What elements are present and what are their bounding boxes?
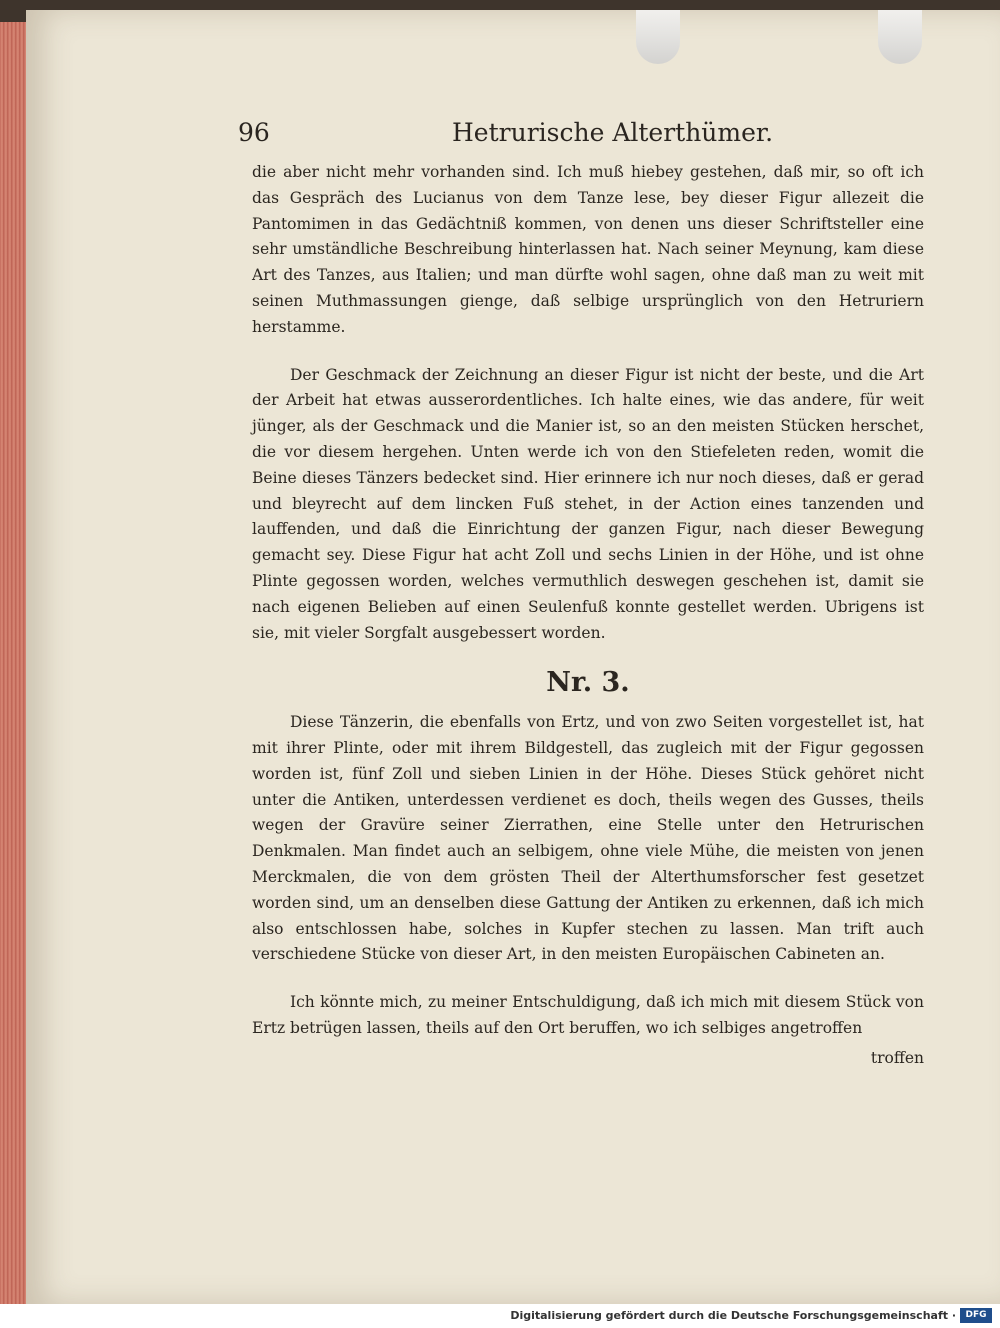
paragraph-2: Der Geschmack der Zeichnung an dieser Figur ist nicht der beste, und die Art der Arbeit hat etwas ausserordentliches. Ich halte eines, wie das andere, für weit jünger, als der Geschmack und die Manier ist, so an den meisten Stücken herschet, die vor diesem hergehen. Unten werde ich von den Stiefeleten reden, womit die Beine dieses Tänzers bedecket sind. Hier erinnere ich nur noch dieses, daß er gerad und bleyrecht auf dem lincken Fuß stehet, in der Action eines tanzenden und lauffenden, und daß die Einrichtung der ganzen Figur, nach dieser Bewegung gemacht sey. Diese Figur hat acht Zoll und sechs Linien in der Höhe, und ist ohne Plinte gegossen worden, welches vermuthlich deswegen geschehen ist, damit sie nach eigenen Belieben auf einen Seulenfuß konnte gestellet werden. Ubrigens ist sie, mit vieler Sorgfalt ausgebessert worden. (252, 365, 924, 642)
section-heading: Nr. 3. (546, 667, 630, 699)
running-title: Hetrurische Alterthümer. (452, 118, 774, 147)
page-clip-right (878, 10, 922, 64)
paragraph-4: Ich könnte mich, zu meiner Entschuldigung, daß ich mich mit diesem Stück von Ertz betrügen lassen, theils auf den Ort beruffen, wo ich selbiges angetroffen (252, 993, 924, 1037)
dfg-logo-icon: DFG (960, 1308, 992, 1323)
footer-bar (0, 1304, 1000, 1328)
footer-credit: Digitalisierung gefördert durch die Deutsche Forschungsgemeinschaft · (510, 1309, 956, 1322)
page-body (252, 160, 924, 1072)
paragraph-3: Diese Tänzerin, die ebenfalls von Ertz, und von zwo Seiten vorgestellet ist, hat mit ihrer Plinte, oder mit ihrem Bildgestell, das zugleich mit der Figur gegossen worden ist, fünf Zoll und sieben Linien in der Höhe. Dieses Stück gehöret nicht unter die Antiken, unterdessen verdienet es doch, theils wegen des Gusses, theils wegen der Gravüre seiner Zierrathen, eine Stelle unter den Hetrurischen Denkmalen. Man findet auch an selbigem, ohne viele Mühe, die meisten von jenen Merckmalen, die von dem grösten Theil der Alterthumsforscher fest gesetzet worden sind, um an denselben diese Gattung der Antiken zu erkennen, daß ich mich also entschlossen habe, solches in Kupfer stechen zu lassen. Man trift auch verschiedene Stücke von dieser Art, in den meisten Europäischen Cabineten an. (252, 713, 924, 964)
catchword: troffen (870, 1048, 924, 1067)
running-head (230, 118, 930, 158)
page-clip-left (636, 10, 680, 64)
paragraph-1: die aber nicht mehr vorhanden sind. Ich muß hiebey gestehen, daß mir, so oft ich das Gespräch des Lucianus von dem Tanze lese, bey dieser Figur allezeit die Pantomimen in das Gedächtniß kommen, von denen uns dieser Schriftsteller eine sehr umständliche Beschreibung hinterlassen hat. Nach seiner Meynung, kam diese Art des Tanzes, aus Italien; und man dürfte wohl sagen, ohne daß man zu weit mit seinen Muthmassungen gienge, daß selbige ursprünglich von den Hetruriern herstamme. (252, 163, 924, 336)
page-number: 96 (238, 118, 270, 147)
